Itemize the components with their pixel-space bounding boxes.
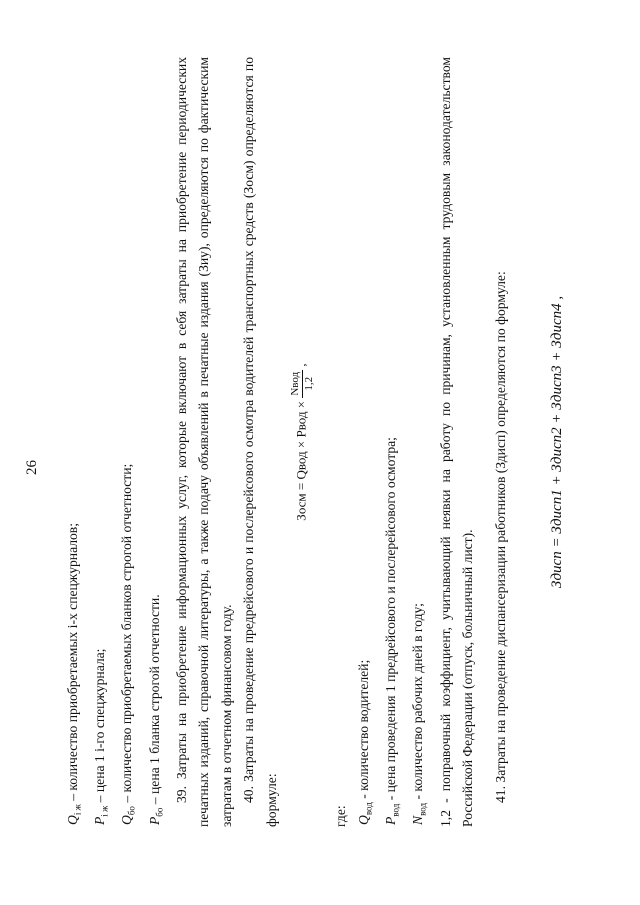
paragraph-39: 39. Затраты на приобретение информационных услуг, которые включают в себя затраты на приобретение периодических печатных изданий, справочной литературы, а также подачу объявлений в печатные издания (Зиу), определяются по фактическим затратам в отчетном финансовом году. (173, 57, 234, 827)
coefficient-note: 1,2 - поправочный коэффициент, учитывающий неявки на работу по причинам, установленным трудовым законодательством Российской Федерации (отпуск, больничный лист). (437, 57, 476, 827)
paragraph-40: 40. Затраты на проведение предрейсового и послерейсового осмотра водителей транспортных средств (Зосм) определяются по формуле: (241, 57, 279, 827)
definitions-top (62, 57, 171, 827)
formula-41: Здисп = Здисп1 + Здисп2 + Здисп3 + Здисп4 , (549, 295, 566, 589)
spacer (480, 57, 490, 827)
paragraph-41: 41. Затраты на проведение диспансеризации работников (Здисп) определяются по формуле: (492, 271, 508, 803)
definitions-40 (353, 57, 435, 827)
fraction: Nвод 1,2 (289, 371, 316, 396)
definition-line: $Р_{вод}$ - цена проведения 1 предрейсового и послерейсового осмотра; (383, 437, 401, 825)
definition-line: $Q_{вод}$ - количество водителей; (355, 659, 374, 825)
where-label: где: (333, 805, 349, 827)
definition-line: $Q_{i ж}$ – количество приобретаемых i-х спецжурналов; (65, 523, 83, 825)
definition-line: $Q_{бо}$ – количество приобретаемых бланков строгой отчетности; (119, 463, 138, 825)
page-number: 26 (24, 460, 40, 475)
definition-line: $P_{бо}$ – цена 1 бланка строгой отчетности. (146, 594, 165, 825)
document-body (62, 57, 569, 827)
definition-line: $N_{вод}$ - количество рабочих дней в году; (410, 603, 429, 825)
definition-line: $P_{i ж}$ – цена 1 i-го спецжурнала; (92, 648, 110, 825)
formula-40: Зосм = Qвод × Рвод × Nвод 1,2 , (289, 363, 316, 521)
